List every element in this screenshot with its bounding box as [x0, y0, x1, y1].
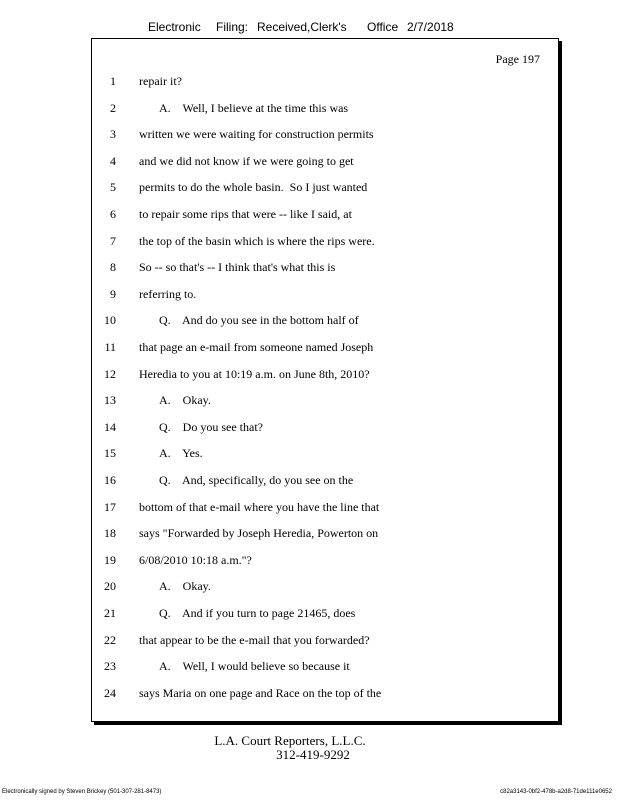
transcript-line — [92, 606, 558, 624]
transcript-line — [92, 393, 558, 411]
line-text: that appear to be the e-mail that you forwarded? — [139, 632, 370, 647]
line-number: 21 — [104, 606, 116, 620]
line-number: 9 — [110, 286, 116, 301]
transcript-line — [92, 579, 558, 597]
line-number: 18 — [104, 526, 116, 541]
transcript-line — [92, 420, 558, 438]
reporter-phone: 312-419-9292 — [276, 747, 350, 762]
transcript-line — [92, 367, 558, 385]
line-text: A. Okay. — [159, 393, 211, 408]
transcript-line — [92, 473, 558, 491]
line-number: 2 — [110, 100, 116, 115]
line-number: 19 — [104, 552, 116, 567]
transcript-page — [91, 38, 559, 722]
line-number: 17 — [104, 499, 116, 514]
line-text: 6/08/2010 10:18 a.m."? — [139, 552, 252, 567]
line-text: permits to do the whole basin. So I just wanted — [139, 180, 368, 195]
line-text: that page an e-mail from someone named Joseph — [139, 340, 374, 354]
header-filing: Filing: — [216, 20, 249, 34]
line-number: 11 — [104, 340, 116, 354]
transcript-line — [92, 207, 558, 225]
line-number: 5 — [110, 180, 116, 195]
line-number: 22 — [104, 632, 116, 647]
line-number: 15 — [104, 446, 116, 461]
document-hash: c82a3143-0bf2-478b-a2d8-71de111e0652 — [500, 789, 612, 795]
line-number: 7 — [110, 233, 116, 248]
line-text: A. Well, I would believe so because it — [159, 659, 350, 674]
line-text: says "Forwarded by Joseph Heredia, Powerton on — [139, 526, 379, 541]
header-date: 2/7/2018 — [407, 20, 454, 34]
transcript-line — [92, 234, 558, 252]
line-text: A. Yes. — [159, 446, 203, 461]
header-office: Office — [367, 20, 399, 34]
transcript-line — [92, 659, 558, 677]
line-number: 24 — [104, 685, 116, 700]
transcript-line — [92, 553, 558, 571]
transcript-line — [92, 74, 558, 92]
line-number: 3 — [110, 127, 116, 142]
transcript-line — [92, 633, 558, 651]
transcript-line — [92, 686, 558, 704]
line-number: 4 — [110, 153, 116, 168]
line-text: So -- so that's -- I think that's what this is — [139, 260, 336, 275]
transcript-line — [92, 101, 558, 119]
line-text: Q. Do you see that? — [159, 419, 263, 434]
line-text: the top of the basin which is where the rips were. — [139, 233, 375, 248]
line-text: A. Okay. — [159, 579, 211, 594]
line-text: A. Well, I believe at the time this was — [159, 100, 349, 115]
line-number: 13 — [104, 393, 116, 408]
line-number: 8 — [110, 260, 116, 275]
transcript-line — [92, 340, 558, 358]
line-text: says Maria on one page and Race on the top of the — [139, 685, 382, 700]
line-text: to repair some rips that were -- like I said, at — [139, 207, 352, 221]
transcript-line — [92, 180, 558, 198]
line-number: 10 — [104, 313, 116, 328]
line-text: repair it? — [139, 74, 182, 88]
line-text: Q. And, specifically, do you see on the — [159, 473, 354, 487]
transcript-line — [92, 260, 558, 278]
line-number: 16 — [104, 473, 116, 487]
line-text: referring to. — [139, 286, 197, 301]
line-number: 6 — [110, 207, 116, 221]
line-number: 14 — [104, 419, 116, 434]
page-number: Page 197 — [495, 52, 540, 66]
electronic-signature: Electronically signed by Steven Brickey (501-307-281-8473) — [2, 789, 162, 795]
transcript-line — [92, 446, 558, 464]
line-number: 23 — [104, 659, 116, 674]
transcript-line — [92, 127, 558, 145]
line-text: and we did not know if we were going to get — [139, 153, 354, 168]
line-text: written we were waiting for construction permits — [139, 127, 374, 142]
header-received: Received,Clerk's — [257, 20, 347, 34]
line-number: 12 — [104, 366, 116, 381]
line-text: Q. And if you turn to page 21465, does — [159, 606, 356, 620]
transcript-line — [92, 287, 558, 305]
header-electronic: Electronic — [148, 20, 201, 34]
reporter-company: L.A. Court Reporters, L.L.C. — [214, 733, 366, 748]
transcript-line — [92, 313, 558, 331]
transcript-line — [92, 154, 558, 172]
line-text: bottom of that e-mail where you have the line that — [139, 499, 380, 514]
line-number: 1 — [110, 74, 116, 88]
transcript-line — [92, 526, 558, 544]
line-text: Q. And do you see in the bottom half of — [159, 313, 359, 328]
line-text: Heredia to you at 10:19 a.m. on June 8th, 2010? — [139, 366, 370, 381]
line-number: 20 — [104, 579, 116, 594]
transcript-line — [92, 500, 558, 518]
